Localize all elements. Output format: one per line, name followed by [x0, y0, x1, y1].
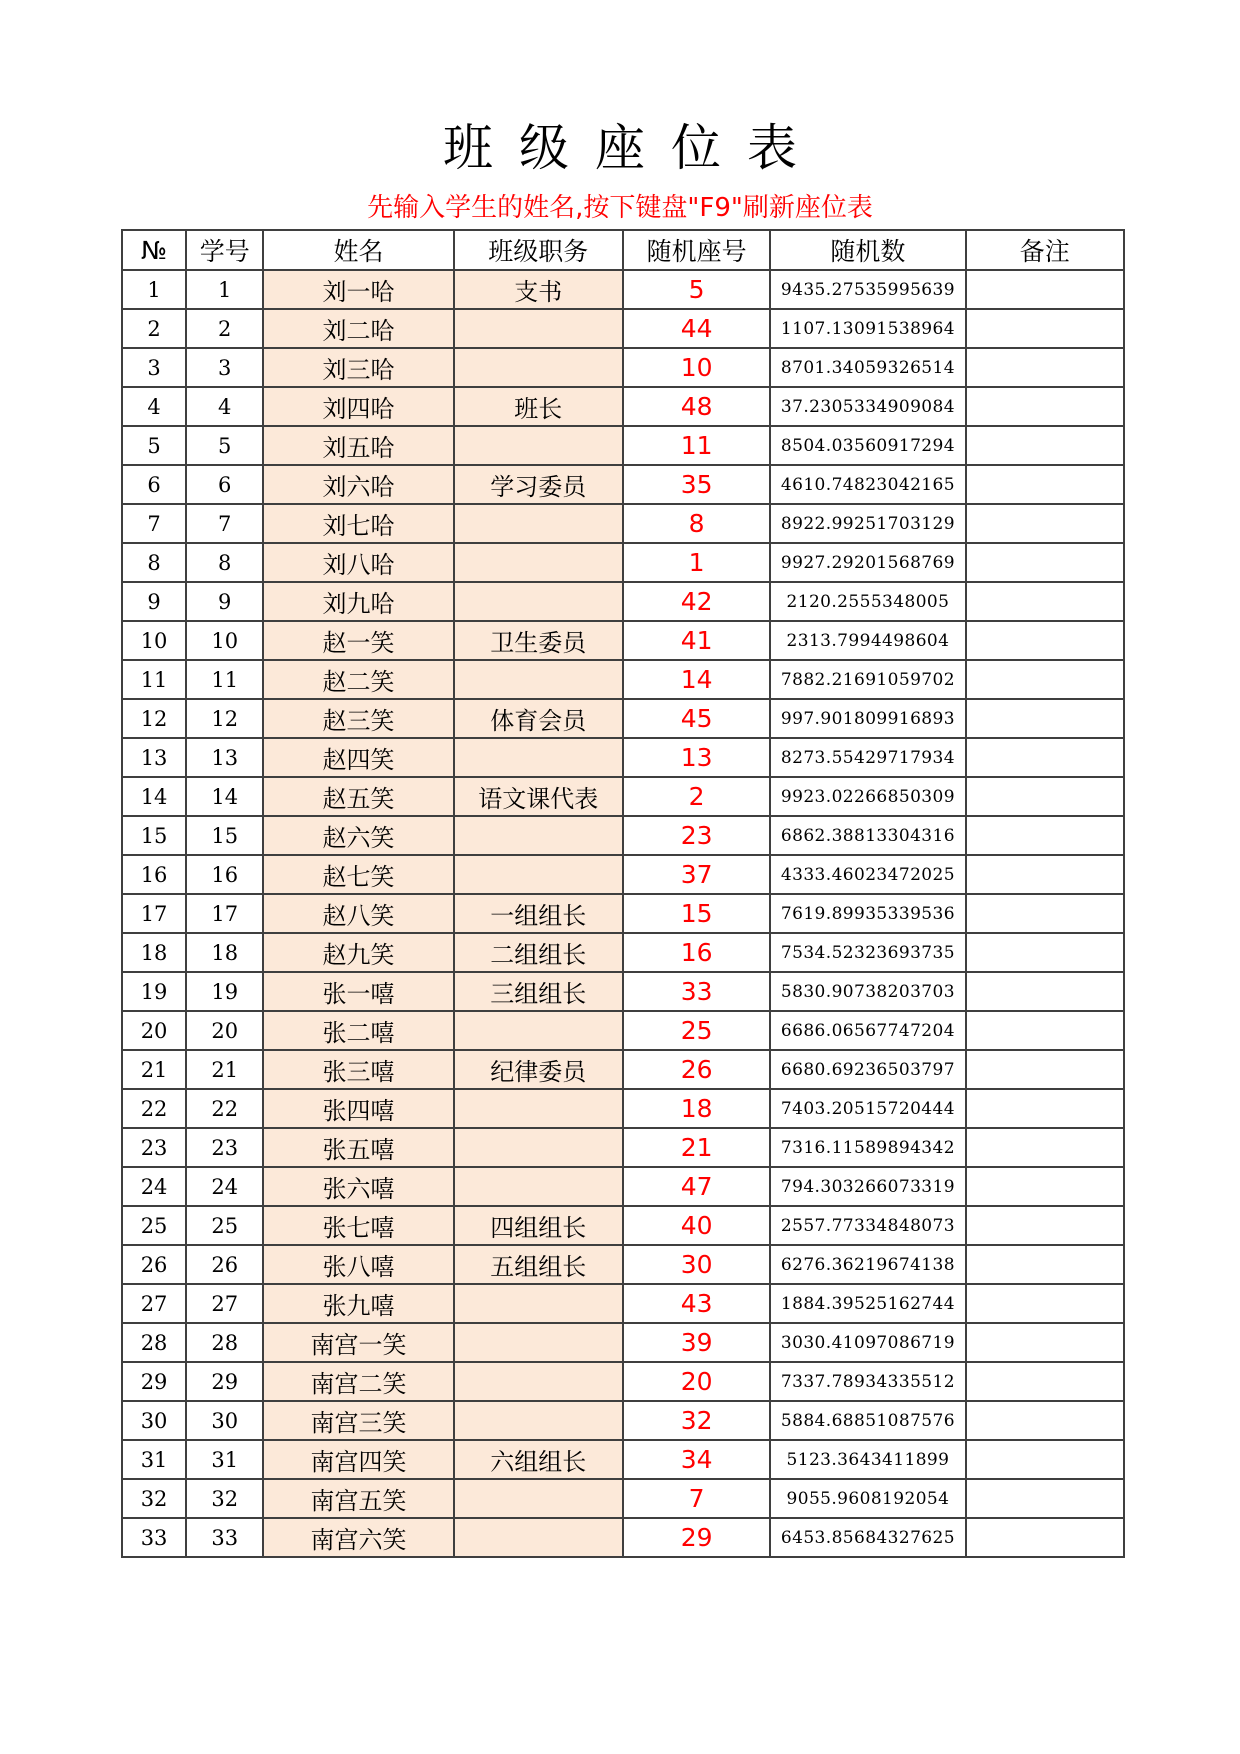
student-id-cell[interactable]: 16 [186, 855, 263, 894]
random-number-cell[interactable]: 9923.02266850309 [770, 777, 965, 816]
row-number-cell[interactable]: 23 [122, 1128, 186, 1167]
remark-cell[interactable] [966, 738, 1124, 777]
student-id-cell[interactable]: 7 [186, 504, 263, 543]
table-row [122, 972, 1124, 1011]
random-number-cell[interactable]: 8273.55429717934 [770, 738, 965, 777]
table-row [122, 426, 1124, 465]
table-row [122, 1011, 1124, 1050]
random-number-cell[interactable]: 7534.52323693735 [770, 933, 965, 972]
student-name-cell[interactable]: 赵一笑 [263, 621, 453, 660]
random-number-cell[interactable]: 9055.9608192054 [770, 1479, 965, 1518]
student-id-cell[interactable]: 32 [186, 1479, 263, 1518]
student-id-cell[interactable]: 15 [186, 816, 263, 855]
row-number-cell[interactable]: 15 [122, 816, 186, 855]
student-id-cell[interactable]: 10 [186, 621, 263, 660]
remark-cell[interactable] [966, 465, 1124, 504]
student-id-cell[interactable]: 29 [186, 1362, 263, 1401]
student-name-cell[interactable]: 刘六哈 [263, 465, 453, 504]
student-id-cell[interactable]: 1 [186, 270, 263, 309]
instruction-subtitle: 先输入学生的姓名,按下键盘"F9"刷新座位表 [367, 193, 873, 223]
random-seat-cell[interactable]: 11 [623, 426, 770, 465]
student-id-cell[interactable]: 28 [186, 1323, 263, 1362]
random-seat-cell[interactable]: 44 [623, 309, 770, 348]
row-number-cell[interactable]: 32 [122, 1479, 186, 1518]
student-name-cell[interactable]: 赵二笑 [263, 660, 453, 699]
class-role-cell[interactable] [454, 1011, 623, 1050]
class-role-cell[interactable] [454, 1167, 623, 1206]
student-id-cell[interactable]: 12 [186, 699, 263, 738]
class-role-cell[interactable] [454, 855, 623, 894]
random-number-cell[interactable]: 5830.90738203703 [770, 972, 965, 1011]
table-row [122, 894, 1124, 933]
remark-cell[interactable] [966, 1518, 1124, 1557]
student-name-cell[interactable]: 赵三笑 [263, 699, 453, 738]
random-seat-cell[interactable]: 23 [623, 816, 770, 855]
class-role-cell[interactable] [454, 309, 623, 348]
table-row [122, 777, 1124, 816]
remark-cell[interactable] [966, 1401, 1124, 1440]
table-row [122, 309, 1124, 348]
student-id-cell[interactable]: 18 [186, 933, 263, 972]
student-name-cell[interactable]: 刘九哈 [263, 582, 453, 621]
student-name-cell[interactable]: 赵六笑 [263, 816, 453, 855]
header-random-number: 随机数 [770, 230, 965, 270]
random-number-cell[interactable]: 1107.13091538964 [770, 309, 965, 348]
table-row [122, 738, 1124, 777]
table-body [122, 270, 1124, 1557]
random-number-cell[interactable]: 2120.2555348005 [770, 582, 965, 621]
student-name-cell[interactable]: 刘七哈 [263, 504, 453, 543]
table-row [122, 1167, 1124, 1206]
student-id-cell[interactable]: 3 [186, 348, 263, 387]
remark-cell[interactable] [966, 1128, 1124, 1167]
student-id-cell[interactable]: 11 [186, 660, 263, 699]
class-role-cell[interactable]: 五组组长 [454, 1245, 623, 1284]
random-number-cell[interactable]: 2313.7994498604 [770, 621, 965, 660]
table-row [122, 582, 1124, 621]
remark-cell[interactable] [966, 1284, 1124, 1323]
class-role-cell[interactable]: 二组组长 [454, 933, 623, 972]
student-id-cell[interactable]: 24 [186, 1167, 263, 1206]
remark-cell[interactable] [966, 777, 1124, 816]
table-row [122, 1050, 1124, 1089]
table-row [122, 1089, 1124, 1128]
class-role-cell[interactable]: 班长 [454, 387, 623, 426]
row-number-cell[interactable]: 6 [122, 465, 186, 504]
row-number-cell[interactable]: 20 [122, 1011, 186, 1050]
random-seat-cell[interactable]: 45 [623, 699, 770, 738]
row-number-cell[interactable]: 24 [122, 1167, 186, 1206]
class-role-cell[interactable] [454, 1518, 623, 1557]
class-role-cell[interactable] [454, 1089, 623, 1128]
class-role-cell[interactable] [454, 426, 623, 465]
random-number-cell[interactable]: 5884.68851087576 [770, 1401, 965, 1440]
class-role-cell[interactable]: 支书 [454, 270, 623, 309]
row-number-cell[interactable]: 28 [122, 1323, 186, 1362]
random-number-cell[interactable]: 5123.3643411899 [770, 1440, 965, 1479]
student-id-cell[interactable]: 13 [186, 738, 263, 777]
row-number-cell[interactable]: 30 [122, 1401, 186, 1440]
random-number-cell[interactable]: 1884.39525162744 [770, 1284, 965, 1323]
student-id-cell[interactable]: 22 [186, 1089, 263, 1128]
table-row [122, 1323, 1124, 1362]
class-role-cell[interactable]: 一组组长 [454, 894, 623, 933]
random-number-cell[interactable]: 9435.27535995639 [770, 270, 965, 309]
random-number-cell[interactable]: 3030.41097086719 [770, 1323, 965, 1362]
student-name-cell[interactable]: 南宫三笑 [263, 1401, 453, 1440]
student-id-cell[interactable]: 23 [186, 1128, 263, 1167]
random-seat-cell[interactable]: 2 [623, 777, 770, 816]
student-name-cell[interactable]: 张二嘻 [263, 1011, 453, 1050]
student-name-cell[interactable]: 南宫二笑 [263, 1362, 453, 1401]
student-name-cell[interactable]: 南宫五笑 [263, 1479, 453, 1518]
student-id-cell[interactable]: 30 [186, 1401, 263, 1440]
row-number-cell[interactable]: 29 [122, 1362, 186, 1401]
class-role-cell[interactable]: 六组组长 [454, 1440, 623, 1479]
random-seat-cell[interactable]: 15 [623, 894, 770, 933]
table-row [122, 1284, 1124, 1323]
random-seat-cell[interactable]: 39 [623, 1323, 770, 1362]
student-name-cell[interactable]: 张三嘻 [263, 1050, 453, 1089]
remark-cell[interactable] [966, 1440, 1124, 1479]
random-number-cell[interactable]: 997.901809916893 [770, 699, 965, 738]
student-id-cell[interactable]: 5 [186, 426, 263, 465]
row-number-cell[interactable]: 25 [122, 1206, 186, 1245]
random-seat-cell[interactable]: 8 [623, 504, 770, 543]
class-role-cell[interactable] [454, 1323, 623, 1362]
class-role-cell[interactable] [454, 1401, 623, 1440]
student-name-cell[interactable]: 赵五笑 [263, 777, 453, 816]
row-number-cell[interactable]: 1 [122, 270, 186, 309]
student-name-cell[interactable]: 刘二哈 [263, 309, 453, 348]
class-role-cell[interactable] [454, 816, 623, 855]
student-id-cell[interactable]: 4 [186, 387, 263, 426]
class-role-cell[interactable]: 四组组长 [454, 1206, 623, 1245]
table-row [122, 816, 1124, 855]
random-number-cell[interactable]: 794.303266073319 [770, 1167, 965, 1206]
random-seat-cell[interactable]: 47 [623, 1167, 770, 1206]
student-name-cell[interactable]: 张六嘻 [263, 1167, 453, 1206]
random-seat-cell[interactable]: 35 [623, 465, 770, 504]
remark-cell[interactable] [966, 543, 1124, 582]
class-role-cell[interactable]: 纪律委员 [454, 1050, 623, 1089]
remark-cell[interactable] [966, 933, 1124, 972]
random-seat-cell[interactable]: 33 [623, 972, 770, 1011]
student-id-cell[interactable]: 27 [186, 1284, 263, 1323]
random-seat-cell[interactable]: 13 [623, 738, 770, 777]
table-row [122, 1518, 1124, 1557]
remark-cell[interactable] [966, 582, 1124, 621]
class-role-cell[interactable] [454, 582, 623, 621]
table-row [122, 504, 1124, 543]
remark-cell[interactable] [966, 816, 1124, 855]
random-number-cell[interactable]: 7403.20515720444 [770, 1089, 965, 1128]
student-name-cell[interactable]: 南宫一笑 [263, 1323, 453, 1362]
table-row [122, 1245, 1124, 1284]
random-number-cell[interactable]: 4333.46023472025 [770, 855, 965, 894]
header-class-role: 班级职务 [454, 230, 623, 270]
student-id-cell[interactable]: 26 [186, 1245, 263, 1284]
remark-cell[interactable] [966, 309, 1124, 348]
random-seat-cell[interactable]: 40 [623, 1206, 770, 1245]
random-seat-cell[interactable]: 43 [623, 1284, 770, 1323]
random-number-cell[interactable]: 7316.11589894342 [770, 1128, 965, 1167]
student-id-cell[interactable]: 21 [186, 1050, 263, 1089]
table-row [122, 933, 1124, 972]
student-name-cell[interactable]: 张四嘻 [263, 1089, 453, 1128]
random-seat-cell[interactable]: 18 [623, 1089, 770, 1128]
row-number-cell[interactable]: 5 [122, 426, 186, 465]
remark-cell[interactable] [966, 621, 1124, 660]
table-row [122, 1362, 1124, 1401]
table-row [122, 699, 1124, 738]
student-id-cell[interactable]: 17 [186, 894, 263, 933]
student-id-cell[interactable]: 6 [186, 465, 263, 504]
student-name-cell[interactable]: 赵七笑 [263, 855, 453, 894]
table-row [122, 1479, 1124, 1518]
remark-cell[interactable] [966, 1050, 1124, 1089]
student-id-cell[interactable]: 20 [186, 1011, 263, 1050]
table-row [122, 348, 1124, 387]
remark-cell[interactable] [966, 426, 1124, 465]
class-role-cell[interactable]: 三组组长 [454, 972, 623, 1011]
class-role-cell[interactable]: 学习委员 [454, 465, 623, 504]
student-id-cell[interactable]: 2 [186, 309, 263, 348]
student-name-cell[interactable]: 南宫四笑 [263, 1440, 453, 1479]
table-row [122, 1440, 1124, 1479]
remark-cell[interactable] [966, 1206, 1124, 1245]
class-role-cell[interactable] [454, 504, 623, 543]
row-number-cell[interactable]: 13 [122, 738, 186, 777]
student-name-cell[interactable]: 张七嘻 [263, 1206, 453, 1245]
remark-cell[interactable] [966, 1167, 1124, 1206]
student-id-cell[interactable]: 9 [186, 582, 263, 621]
random-seat-cell[interactable]: 34 [623, 1440, 770, 1479]
row-number-cell[interactable]: 12 [122, 699, 186, 738]
random-seat-cell[interactable]: 7 [623, 1479, 770, 1518]
class-role-cell[interactable] [454, 543, 623, 582]
row-number-cell[interactable]: 26 [122, 1245, 186, 1284]
remark-cell[interactable] [966, 855, 1124, 894]
seating-table [121, 229, 1125, 1558]
remark-cell[interactable] [966, 504, 1124, 543]
row-number-cell[interactable]: 2 [122, 309, 186, 348]
header-number: № [122, 230, 186, 270]
table-row [122, 1401, 1124, 1440]
random-seat-cell[interactable]: 32 [623, 1401, 770, 1440]
header-row [122, 230, 1124, 270]
table-row [122, 855, 1124, 894]
row-number-cell[interactable]: 21 [122, 1050, 186, 1089]
random-number-cell[interactable]: 9927.29201568769 [770, 543, 965, 582]
random-number-cell[interactable]: 6453.85684327625 [770, 1518, 965, 1557]
random-seat-cell[interactable]: 14 [623, 660, 770, 699]
random-seat-cell[interactable]: 42 [623, 582, 770, 621]
random-seat-cell[interactable]: 1 [623, 543, 770, 582]
remark-cell[interactable] [966, 1362, 1124, 1401]
random-number-cell[interactable]: 6680.69236503797 [770, 1050, 965, 1089]
random-number-cell[interactable]: 6686.06567747204 [770, 1011, 965, 1050]
row-number-cell[interactable]: 11 [122, 660, 186, 699]
student-id-cell[interactable]: 33 [186, 1518, 263, 1557]
table-row [122, 465, 1124, 504]
row-number-cell[interactable]: 27 [122, 1284, 186, 1323]
random-number-cell[interactable]: 8922.99251703129 [770, 504, 965, 543]
random-seat-cell[interactable]: 26 [623, 1050, 770, 1089]
table-row [122, 270, 1124, 309]
random-seat-cell[interactable]: 5 [623, 270, 770, 309]
remark-cell[interactable] [966, 270, 1124, 309]
remark-cell[interactable] [966, 348, 1124, 387]
class-role-cell[interactable]: 语文课代表 [454, 777, 623, 816]
random-seat-cell[interactable]: 10 [623, 348, 770, 387]
random-seat-cell[interactable]: 41 [623, 621, 770, 660]
student-name-cell[interactable]: 刘三哈 [263, 348, 453, 387]
random-seat-cell[interactable]: 20 [623, 1362, 770, 1401]
remark-cell[interactable] [966, 1479, 1124, 1518]
row-number-cell[interactable]: 33 [122, 1518, 186, 1557]
row-number-cell[interactable]: 19 [122, 972, 186, 1011]
random-number-cell[interactable]: 7337.78934335512 [770, 1362, 965, 1401]
class-role-cell[interactable]: 体育会员 [454, 699, 623, 738]
class-role-cell[interactable]: 卫生委员 [454, 621, 623, 660]
table-row [122, 1128, 1124, 1167]
row-number-cell[interactable]: 4 [122, 387, 186, 426]
student-name-cell[interactable]: 刘一哈 [263, 270, 453, 309]
row-number-cell[interactable]: 31 [122, 1440, 186, 1479]
header-name: 姓名 [263, 230, 453, 270]
random-number-cell[interactable]: 2557.77334848073 [770, 1206, 965, 1245]
student-id-cell[interactable]: 19 [186, 972, 263, 1011]
student-name-cell[interactable]: 张九嘻 [263, 1284, 453, 1323]
row-number-cell[interactable]: 7 [122, 504, 186, 543]
header-random-seat: 随机座号 [623, 230, 770, 270]
row-number-cell[interactable]: 3 [122, 348, 186, 387]
class-role-cell[interactable] [454, 1479, 623, 1518]
random-number-cell[interactable]: 6276.36219674138 [770, 1245, 965, 1284]
row-number-cell[interactable]: 18 [122, 933, 186, 972]
random-number-cell[interactable]: 8701.34059326514 [770, 348, 965, 387]
table-row [122, 387, 1124, 426]
random-seat-cell[interactable]: 29 [623, 1518, 770, 1557]
table-header [122, 230, 1124, 270]
student-name-cell[interactable]: 刘四哈 [263, 387, 453, 426]
student-id-cell[interactable]: 14 [186, 777, 263, 816]
header-student-id: 学号 [186, 230, 263, 270]
row-number-cell[interactable]: 16 [122, 855, 186, 894]
class-role-cell[interactable] [454, 738, 623, 777]
row-number-cell[interactable]: 17 [122, 894, 186, 933]
student-name-cell[interactable]: 张八嘻 [263, 1245, 453, 1284]
random-number-cell[interactable]: 7882.21691059702 [770, 660, 965, 699]
student-name-cell[interactable]: 刘八哈 [263, 543, 453, 582]
row-number-cell[interactable]: 10 [122, 621, 186, 660]
remark-cell[interactable] [966, 972, 1124, 1011]
student-id-cell[interactable]: 8 [186, 543, 263, 582]
random-number-cell[interactable]: 4610.74823042165 [770, 465, 965, 504]
student-name-cell[interactable]: 刘五哈 [263, 426, 453, 465]
class-role-cell[interactable] [454, 660, 623, 699]
random-number-cell[interactable]: 37.2305334909084 [770, 387, 965, 426]
remark-cell[interactable] [966, 1011, 1124, 1050]
student-id-cell[interactable]: 25 [186, 1206, 263, 1245]
random-seat-cell[interactable]: 21 [623, 1128, 770, 1167]
random-number-cell[interactable]: 8504.03560917294 [770, 426, 965, 465]
table-row [122, 621, 1124, 660]
random-seat-cell[interactable]: 30 [623, 1245, 770, 1284]
remark-cell[interactable] [966, 699, 1124, 738]
random-seat-cell[interactable]: 48 [623, 387, 770, 426]
class-role-cell[interactable] [454, 348, 623, 387]
remark-cell[interactable] [966, 1323, 1124, 1362]
table-row [122, 543, 1124, 582]
random-seat-cell[interactable]: 16 [623, 933, 770, 972]
student-name-cell[interactable]: 南宫六笑 [263, 1518, 453, 1557]
class-role-cell[interactable] [454, 1284, 623, 1323]
student-name-cell[interactable]: 赵九笑 [263, 933, 453, 972]
header-remark: 备注 [966, 230, 1124, 270]
random-seat-cell[interactable]: 37 [623, 855, 770, 894]
table-row [122, 660, 1124, 699]
class-role-cell[interactable] [454, 1128, 623, 1167]
student-name-cell[interactable]: 赵四笑 [263, 738, 453, 777]
remark-cell[interactable] [966, 1089, 1124, 1128]
page-title: 班级座位表 [443, 119, 823, 177]
table-row [122, 1206, 1124, 1245]
row-number-cell[interactable]: 8 [122, 543, 186, 582]
row-number-cell[interactable]: 9 [122, 582, 186, 621]
student-id-cell[interactable]: 31 [186, 1440, 263, 1479]
row-number-cell[interactable]: 14 [122, 777, 186, 816]
remark-cell[interactable] [966, 1245, 1124, 1284]
student-name-cell[interactable]: 赵八笑 [263, 894, 453, 933]
class-role-cell[interactable] [454, 1362, 623, 1401]
student-name-cell[interactable]: 张一嘻 [263, 972, 453, 1011]
remark-cell[interactable] [966, 660, 1124, 699]
student-name-cell[interactable]: 张五嘻 [263, 1128, 453, 1167]
random-number-cell[interactable]: 6862.38813304316 [770, 816, 965, 855]
row-number-cell[interactable]: 22 [122, 1089, 186, 1128]
random-number-cell[interactable]: 7619.89935339536 [770, 894, 965, 933]
remark-cell[interactable] [966, 387, 1124, 426]
remark-cell[interactable] [966, 894, 1124, 933]
random-seat-cell[interactable]: 25 [623, 1011, 770, 1050]
